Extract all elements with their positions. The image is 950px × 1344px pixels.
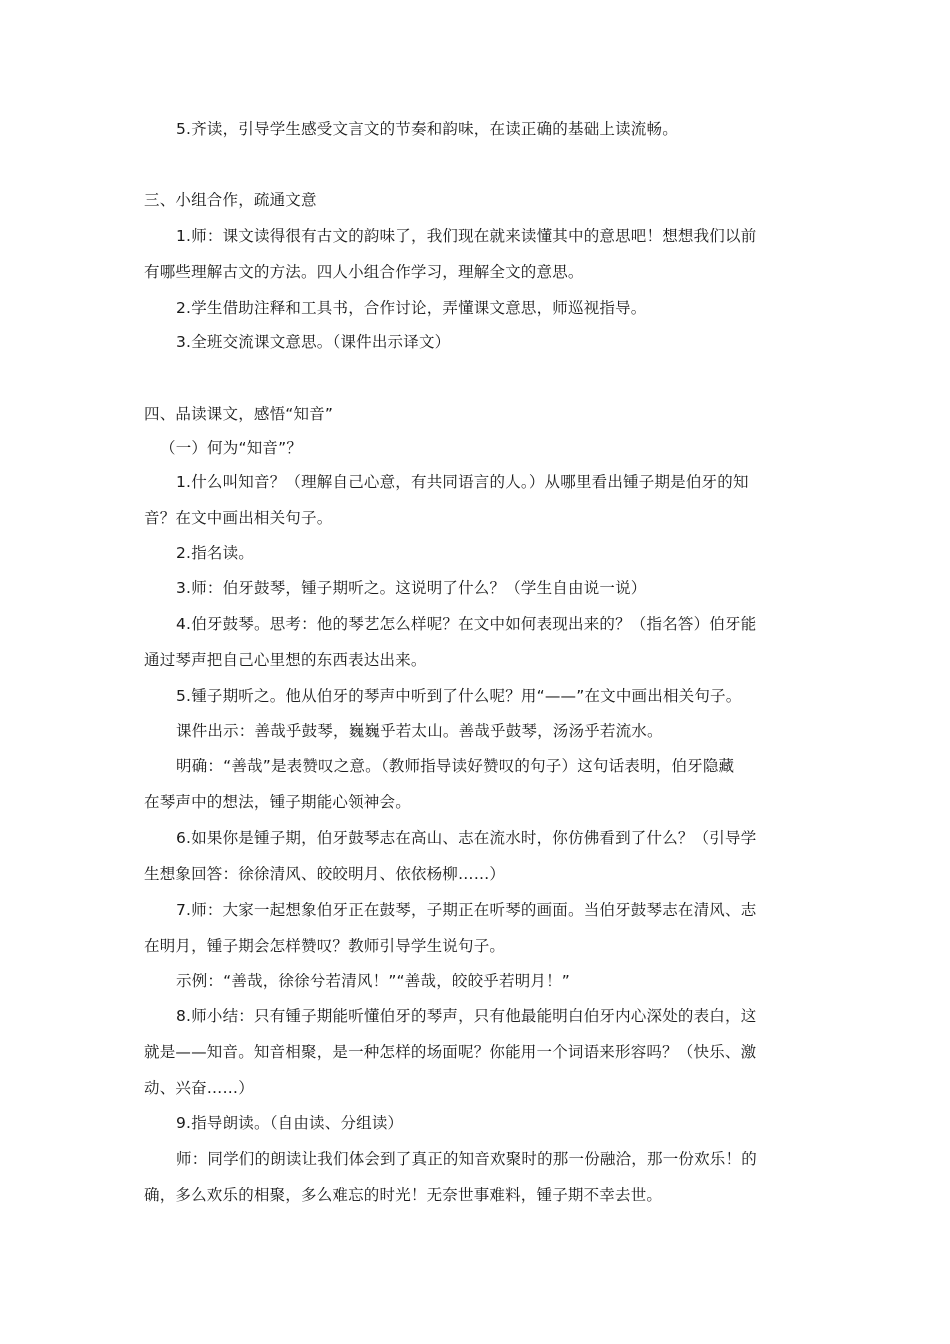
paragraph-4-8-line-2: 就是——知音。知音相聚，是一种怎样的场面呢？你能用一个词语来形容吗？（快乐、激: [144, 1043, 757, 1061]
paragraph-4-4-line-2: 通过琴声把自己心里想的东西表达出来。: [144, 651, 427, 669]
paragraph-3-2: 2.学生借助注释和工具书，合作讨论，弄懂课文意思，师巡视指导。: [176, 299, 647, 317]
section-heading-3: 三、小组合作，疏通文意: [144, 191, 317, 209]
paragraph-4-7-example: 示例：“善哉，徐徐兮若清风！”“善哉，皎皎乎若明月！”: [176, 972, 571, 990]
section-heading-4: 四、品读课文，感悟“知音”: [144, 405, 334, 423]
paragraph-4-6-line-1: 6.如果你是锺子期，伯牙鼓琴志在高山、志在流水时，你仿佛看到了什么？（引导学: [176, 829, 757, 847]
paragraph-4-8-line-1: 8.师小结：只有锺子期能听懂伯牙的琴声，只有他最能明白伯牙内心深处的表白，这: [176, 1007, 757, 1025]
paragraph-4-5-clarify-line-1: 明确：“善哉”是表赞叹之意。（教师指导读好赞叹的句子）这句话表明，伯牙隐藏: [176, 757, 735, 775]
subsection-heading-4-1: （一）何为“知音”？: [160, 439, 303, 457]
paragraph-3-3: 3.全班交流课文意思。（课件出示译文）: [176, 333, 451, 351]
paragraph-4-9: 9.指导朗读。（自由读、分组读）: [176, 1114, 404, 1132]
paragraph-3-1-line-1: 1.师：课文读得很有古文的韵味了，我们现在就来读懂其中的意思吧！想想我们以前: [176, 227, 757, 245]
paragraph-4-7-line-2: 在明月，锺子期会怎样赞叹？教师引导学生说句子。: [144, 937, 506, 955]
paragraph-4-6-line-2: 生想象回答：徐徐清风、皎皎明月、依依杨柳……）: [144, 865, 506, 883]
paragraph-3-1-line-2: 有哪些理解古文的方法。四人小组合作学习，理解全文的意思。: [144, 263, 584, 281]
paragraph-4-1-line-1: 1.什么叫知音？（理解自己心意，有共同语言的人。）从哪里看出锺子期是伯牙的知: [176, 473, 749, 491]
paragraph-4-2: 2.指名读。: [176, 544, 254, 562]
paragraph-4-5-courseware: 课件出示：善哉乎鼓琴，巍巍乎若太山。善哉乎鼓琴，汤汤乎若流水。: [176, 722, 663, 740]
paragraph-teacher-line-1: 师：同学们的朗读让我们体会到了真正的知音欢聚时的那一份融洽，那一份欢乐！的: [176, 1150, 757, 1168]
paragraph-step-5-read-aloud: 5.齐读，引导学生感受文言文的节奏和韵味，在读正确的基础上读流畅。: [176, 120, 678, 138]
paragraph-4-3: 3.师：伯牙鼓琴，锺子期听之。这说明了什么？（学生自由说一说）: [176, 579, 647, 597]
paragraph-4-4-line-1: 4.伯牙鼓琴。思考：他的琴艺怎么样呢？在文中如何表现出来的？（指名答）伯牙能: [176, 615, 757, 633]
paragraph-4-1-line-2: 音？在文中画出相关句子。: [144, 509, 333, 527]
paragraph-4-5: 5.锺子期听之。他从伯牙的琴声中听到了什么呢？用“——”在文中画出相关句子。: [176, 687, 742, 705]
paragraph-4-5-clarify-line-2: 在琴声中的想法，锺子期能心领神会。: [144, 793, 411, 811]
paragraph-4-8-line-3: 动、兴奋……）: [144, 1079, 254, 1097]
paragraph-4-7-line-1: 7.师：大家一起想象伯牙正在鼓琴，子期正在听琴的画面。当伯牙鼓琴志在清风、志: [176, 901, 757, 919]
paragraph-teacher-line-2: 确，多么欢乐的相聚，多么难忘的时光！无奈世事难料，锺子期不幸去世。: [144, 1186, 663, 1204]
